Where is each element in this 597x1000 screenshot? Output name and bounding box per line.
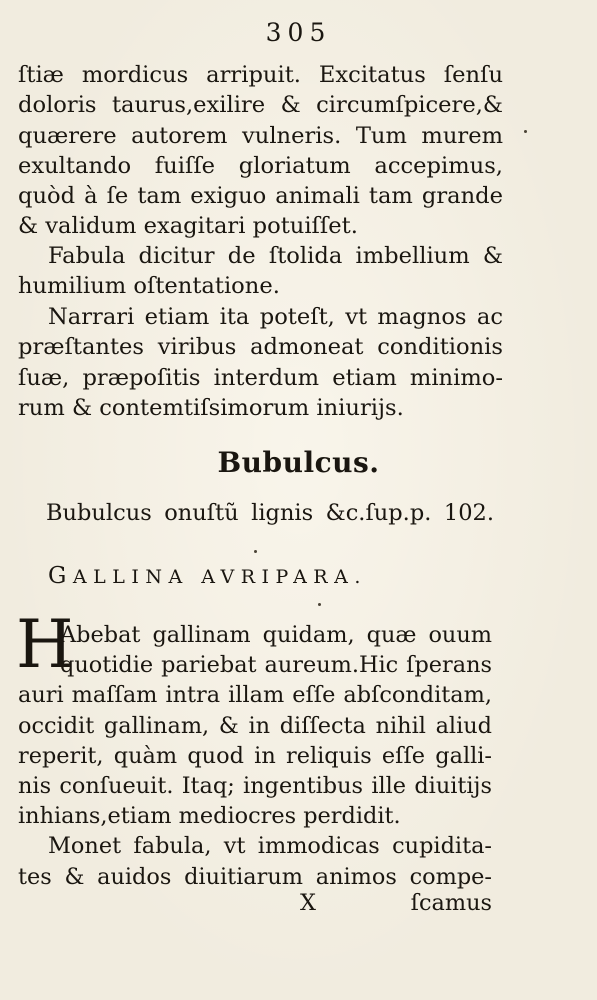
alternate-moral-paragraph <box>18 302 503 423</box>
cross-reference: Bubulcus onuſtũ lignis &c.ſup.p. 102. <box>46 500 494 526</box>
text-line: Fabula dicitur de ſtolida imbellium & <box>48 243 503 269</box>
text-line: doloris taurus,exilire & circumſpicere,& <box>18 92 503 119</box>
page-number: 305 <box>265 18 332 47</box>
ink-speck-mark <box>318 603 321 606</box>
text-line: humilium oſtentatione. <box>18 273 280 300</box>
fable-title-initial: G <box>48 563 73 589</box>
text-line: præſtantes viribus admoneat conditionis <box>18 334 503 361</box>
text-line: Narrari etiam ita poteſt, vt magnos ac <box>48 304 503 330</box>
text-line: quòd à ſe tam exiguo animali tam grande <box>18 183 503 210</box>
text-line: Abebat gallinam quidam, quæ ouum <box>60 622 492 648</box>
text-line: inhians,etiam mediocres perdidit. <box>18 803 401 830</box>
fable-title <box>48 563 416 589</box>
text-line: nis conſueuit. Itaq; ingentibus ille diuitijs <box>18 772 492 799</box>
text-line: exultando fuiſſe gloriatum accepimus, <box>18 152 503 179</box>
text-line: quærere autorem vulneris. Tum murem <box>18 122 503 149</box>
ink-speck-mark <box>254 550 257 553</box>
signature-mark: X <box>300 890 316 916</box>
text-line: Monet fabula, vt immodicas cupidita- <box>48 833 492 860</box>
catchword: ſcamus <box>410 890 492 916</box>
text-line: rum & contemtiſsimorum iniurijs. <box>18 394 404 421</box>
fable-text <box>18 620 492 892</box>
text-line: reperit, quàm quod in reliquis eſſe galli- <box>18 742 492 769</box>
text-line: ſtiæ mordicus arripuit. Excitatus ſenſu <box>18 62 503 88</box>
paragraph-continuation <box>18 60 503 242</box>
fable-title-rest: ALLINA AVRIPARA. <box>72 566 367 588</box>
drop-capital: H <box>16 606 74 683</box>
section-heading: Bubulcus. <box>217 446 380 479</box>
text-line: quotidie pariebat aureum.Hic ſperans <box>60 652 492 679</box>
text-line: auri maſſam intra illam eſſe abſconditam, <box>18 682 492 709</box>
text-line: ſuæ, præpoſitis interdum etiam minimo- <box>18 364 503 391</box>
text-line: occidit gallinam, & in diſſecta nihil aliud <box>18 712 492 739</box>
text-line: tes & auidos diuitiarum animos compe- <box>18 863 492 890</box>
text-line: & validum exagitari potuiſſet. <box>18 213 358 240</box>
page-footer <box>18 888 492 918</box>
moral-paragraph <box>18 241 503 302</box>
ink-speck-mark <box>524 130 527 133</box>
